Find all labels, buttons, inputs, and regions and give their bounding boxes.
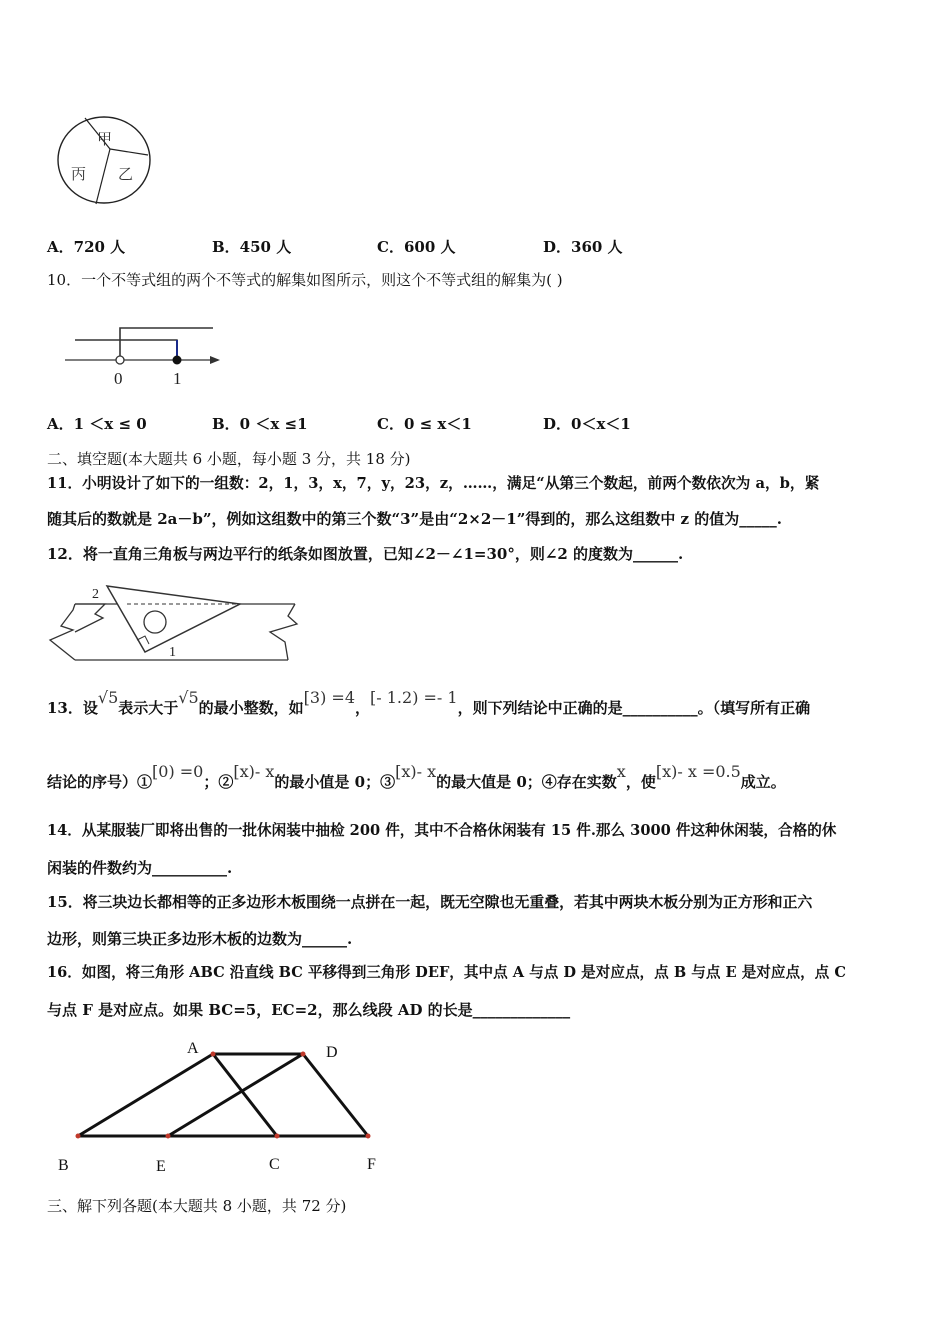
q10-option-c: C．0 ≤ x＜1	[377, 415, 472, 433]
number-line-figure	[60, 322, 230, 392]
set-square	[107, 586, 240, 652]
point-b	[76, 1134, 81, 1139]
segment-ab	[78, 1054, 213, 1136]
triangle-strip-figure	[45, 580, 305, 665]
q13-math-1: [0) =0	[152, 762, 204, 781]
sqrt5-symbol-2: √5	[178, 688, 199, 707]
pie-divider-2	[110, 149, 148, 155]
angle-label-2: 2	[92, 587, 99, 602]
q10-option-a: A．1 ＜x ≤ 0	[47, 415, 147, 433]
pie-label-bing: 丙	[71, 167, 87, 183]
point-e	[166, 1134, 171, 1139]
pie-label-jia: 甲	[97, 132, 113, 148]
strip-top-edge	[75, 604, 105, 632]
q10-option-b: B．0 ＜x ≤1	[212, 415, 308, 433]
pie-figure	[55, 115, 155, 210]
q13-example-2: [- 1.2) =- 1	[370, 688, 458, 707]
segment-de	[168, 1054, 303, 1136]
q9-option-a: A．720 人	[47, 238, 126, 256]
q13-sep-4: 的最大值是 0；④存在实数	[436, 773, 617, 791]
section-3-heading: 三、解下列各题(本大题共 8 小题，共 72 分)	[47, 1197, 347, 1215]
solution-line-1	[120, 328, 213, 360]
solution-line-2	[75, 340, 177, 360]
pie-divider-3	[96, 149, 110, 204]
q15-line-1: 15．将三块边长都相等的正多边形木板围绕一点拼在一起，既无空隙也无重叠，若其中两块木板分别为正方形和正六	[47, 893, 813, 911]
q11-line-1: 11．小明设计了如下的一组数：2，1，3，x，7，y，23，z，……，满足“从第三个数起，前两个数依次为 a，b，紧	[47, 475, 820, 492]
label-d: D	[326, 1044, 338, 1061]
q13-math-4: x	[616, 762, 626, 781]
q13-math-3: [x)- x	[395, 762, 437, 781]
q13-sep-3: 的最小值是 0；③	[274, 773, 396, 791]
point-a	[211, 1052, 216, 1057]
q10-text: 10．一个不等式组的两个不等式的解集如图所示，则这个不等式组的解集为( )	[47, 271, 563, 289]
q13-end: 成立。	[740, 773, 786, 791]
q9-option-d: D．360 人	[543, 238, 623, 256]
q13-example-1: [3) =4	[303, 688, 355, 707]
q13-desc-2: 的最小整数，如	[198, 699, 304, 717]
segment-df	[303, 1054, 368, 1136]
translation-figure	[55, 1035, 395, 1180]
q12-text: 12．将一直角三角板与两边平行的纸条如图放置，已知∠2－∠1=30°，则∠2 的度数为______.	[47, 545, 684, 563]
q13-math-5: [x)- x =0.5	[655, 762, 741, 781]
section-2-heading: 二、填空题(本大题共 6 小题，每小题 3 分，共 18 分)	[47, 450, 411, 468]
segment-ac	[213, 1054, 277, 1136]
q16-line-1: 16．如图，将三角形 ABC 沿直线 BC 平移得到三角形 DEF，其中点 A 与点 D 是对应点，点 B 与点 E 是对应点，点 C	[47, 964, 846, 981]
sqrt5-symbol-1: √5	[97, 688, 119, 707]
q13-math-2: [x)- x	[233, 762, 275, 781]
q13-question: ，则下列结论中正确的是__________。（填写所有正确	[457, 699, 811, 717]
pie-label-yi: 乙	[118, 167, 134, 183]
axis-label-1: 1	[173, 369, 182, 388]
point-f	[366, 1134, 371, 1139]
q14-line-1: 14．从某服装厂即将出售的一批休闲装中抽检 200 件，其中不合格休闲装有 15 件.那么 3000 件这种休闲装，合格的休	[47, 822, 837, 839]
point-d	[301, 1052, 306, 1057]
angle-label-1: 1	[169, 645, 176, 660]
point-c	[275, 1134, 280, 1139]
pie-circle	[58, 117, 150, 203]
q11-line-2: 随其后的数就是 2a－b”，例如这组数中的第三个数“3”是由“2×2－1”得到的，那么这组数中 z 的值为_____.	[47, 510, 783, 528]
q16-line-2: 与点 F 是对应点。如果 BC=5，EC=2，那么线段 AD 的长是_____________	[47, 1001, 571, 1019]
q13-sep-2: ；②	[203, 773, 234, 791]
q10-option-d: D．0＜x＜1	[543, 415, 631, 433]
q14-line-2: 闲装的件数约为__________.	[47, 859, 233, 877]
strip-left-zigzag	[50, 604, 75, 660]
q13-line-2	[47, 762, 786, 792]
q15-line-2: 边形，则第三块正多边形木板的边数为______.	[47, 930, 353, 948]
q13-intro: 13．设	[47, 699, 98, 717]
axis-arrow-icon	[210, 356, 220, 364]
q13-comma: ，	[355, 699, 371, 717]
label-b: B	[58, 1157, 69, 1174]
q13-desc-1: 表示大于	[118, 699, 179, 717]
solid-dot-1	[173, 356, 182, 365]
q13-sep-5: ，使	[625, 773, 656, 791]
strip-right-zigzag	[270, 604, 297, 660]
q13-conclusions-label: 结论的序号）①	[47, 773, 153, 791]
label-c: C	[269, 1156, 280, 1173]
q13-line-1	[47, 688, 811, 718]
label-a: A	[187, 1040, 199, 1057]
label-f: F	[367, 1156, 376, 1173]
q9-option-b: B．450 人	[212, 238, 292, 256]
q9-option-c: C．600 人	[377, 238, 456, 256]
open-dot-0	[116, 356, 124, 364]
label-e: E	[156, 1158, 166, 1175]
axis-label-0: 0	[114, 369, 123, 388]
